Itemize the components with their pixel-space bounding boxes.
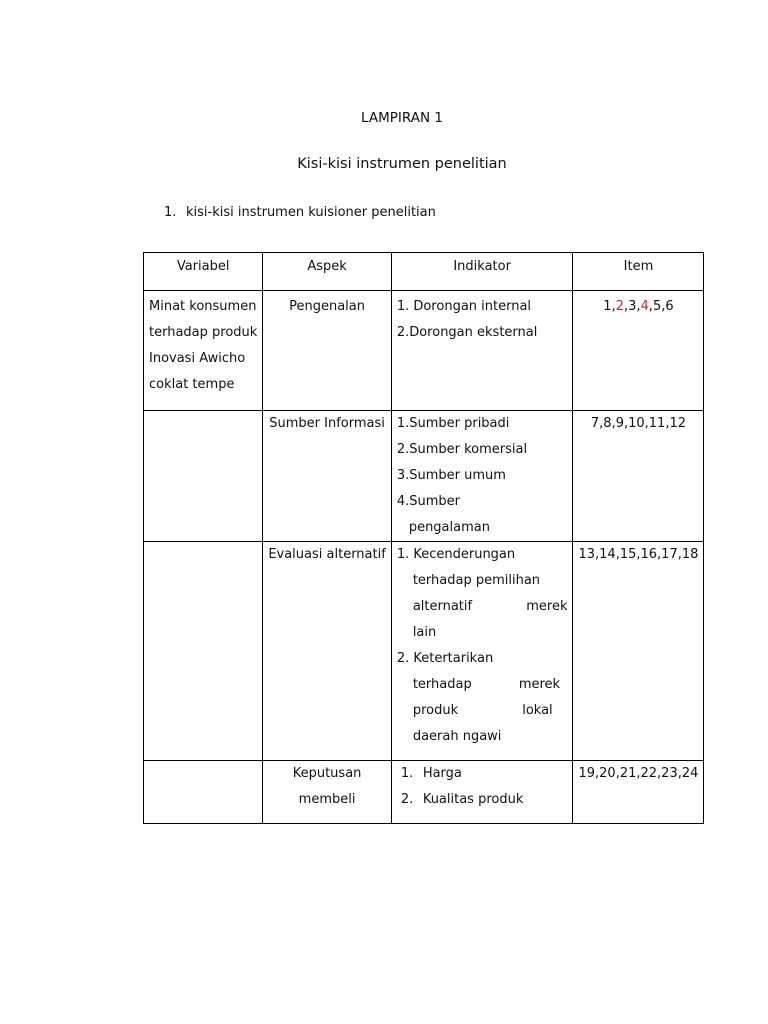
list-item-text: kisi-kisi instrumen kuisioner penelitian (186, 205, 436, 220)
aspek-text: Pengenalan (289, 299, 365, 314)
indikator-cell (391, 411, 573, 542)
aspek-cell (263, 761, 392, 824)
item-number: 1 (603, 299, 612, 314)
item-number: 3 (628, 299, 637, 314)
item-cell: 19,20,21,22,23,24 (573, 761, 704, 824)
table-row (144, 542, 704, 761)
aspek-cell (263, 542, 392, 761)
header-variabel: Variabel (144, 253, 263, 291)
indikator-line: 3.Sumber umum (396, 468, 506, 483)
list-item (164, 205, 436, 220)
header-indikator: Indikator (391, 253, 573, 291)
variabel-cell (144, 411, 263, 542)
indikator-line: 1. Kecenderungan (396, 547, 516, 562)
variabel-cell (144, 542, 263, 761)
indikator-line: terhadap pemilihan (412, 573, 541, 588)
indikator-line: lain (412, 625, 437, 640)
indikator-line: 2. Ketertarikan (396, 651, 494, 666)
list-item-number: 1. (164, 205, 177, 220)
indikator-line: 2.Dorongan eksternal (396, 325, 538, 340)
indikator-line: pengalaman (408, 520, 490, 535)
table-row (144, 291, 704, 411)
table-row (144, 411, 704, 542)
header-aspek: Aspek (263, 253, 392, 291)
item-cell: 7,8,9,10,11,12 (573, 411, 704, 542)
item-cell: 1,2,3,4,5,6 (573, 291, 704, 411)
variabel-cell (144, 761, 263, 824)
indikator-line: daerah ngawi (412, 729, 502, 744)
item-number: 6 (665, 299, 674, 314)
indikator-line: 1. Dorongan internal (396, 299, 532, 314)
indikator-cell (391, 542, 573, 761)
aspek-cell (263, 291, 392, 411)
variabel-line: terhadap produk (149, 325, 258, 340)
variabel-line: Minat konsumen (149, 299, 257, 314)
table-header-row (144, 253, 704, 291)
indikator-cell (391, 291, 573, 411)
indikator-line: terhadap merek (412, 677, 561, 692)
aspek-text: Keputusan (292, 766, 362, 781)
indikator-cell (391, 761, 573, 824)
instrument-table (143, 252, 704, 824)
aspek-cell (263, 411, 392, 542)
item-cell: 13,14,15,16,17,18 (573, 542, 704, 761)
table-row (144, 761, 704, 824)
page-subheading: Kisi-kisi instrumen penelitian (297, 156, 507, 172)
item-number-highlighted: 2 (615, 299, 624, 314)
item-number: 5 (652, 299, 662, 314)
aspek-text: membeli (298, 792, 356, 807)
variabel-cell (144, 291, 263, 411)
indikator-line: alternatif merek (412, 599, 568, 614)
header-item: Item (573, 253, 704, 291)
page-heading: LAMPIRAN 1 (361, 110, 443, 126)
variabel-line: coklat tempe (149, 377, 235, 392)
indikator-line: 1.Sumber pribadi (396, 416, 510, 431)
indikator-line: 4.Sumber (396, 494, 460, 509)
indikator-line: 2.Sumber komersial (396, 442, 528, 457)
variabel-line: Inovasi Awicho (149, 351, 246, 366)
item-number-highlighted: 4 (640, 299, 649, 314)
indikator-line: 2. Kualitas produk (400, 792, 524, 807)
indikator-line: produk lokal (412, 703, 553, 718)
aspek-text: Sumber Informasi (269, 416, 385, 431)
aspek-text: Evaluasi alternatif (268, 547, 386, 562)
indikator-line: 1. Harga (400, 766, 462, 781)
